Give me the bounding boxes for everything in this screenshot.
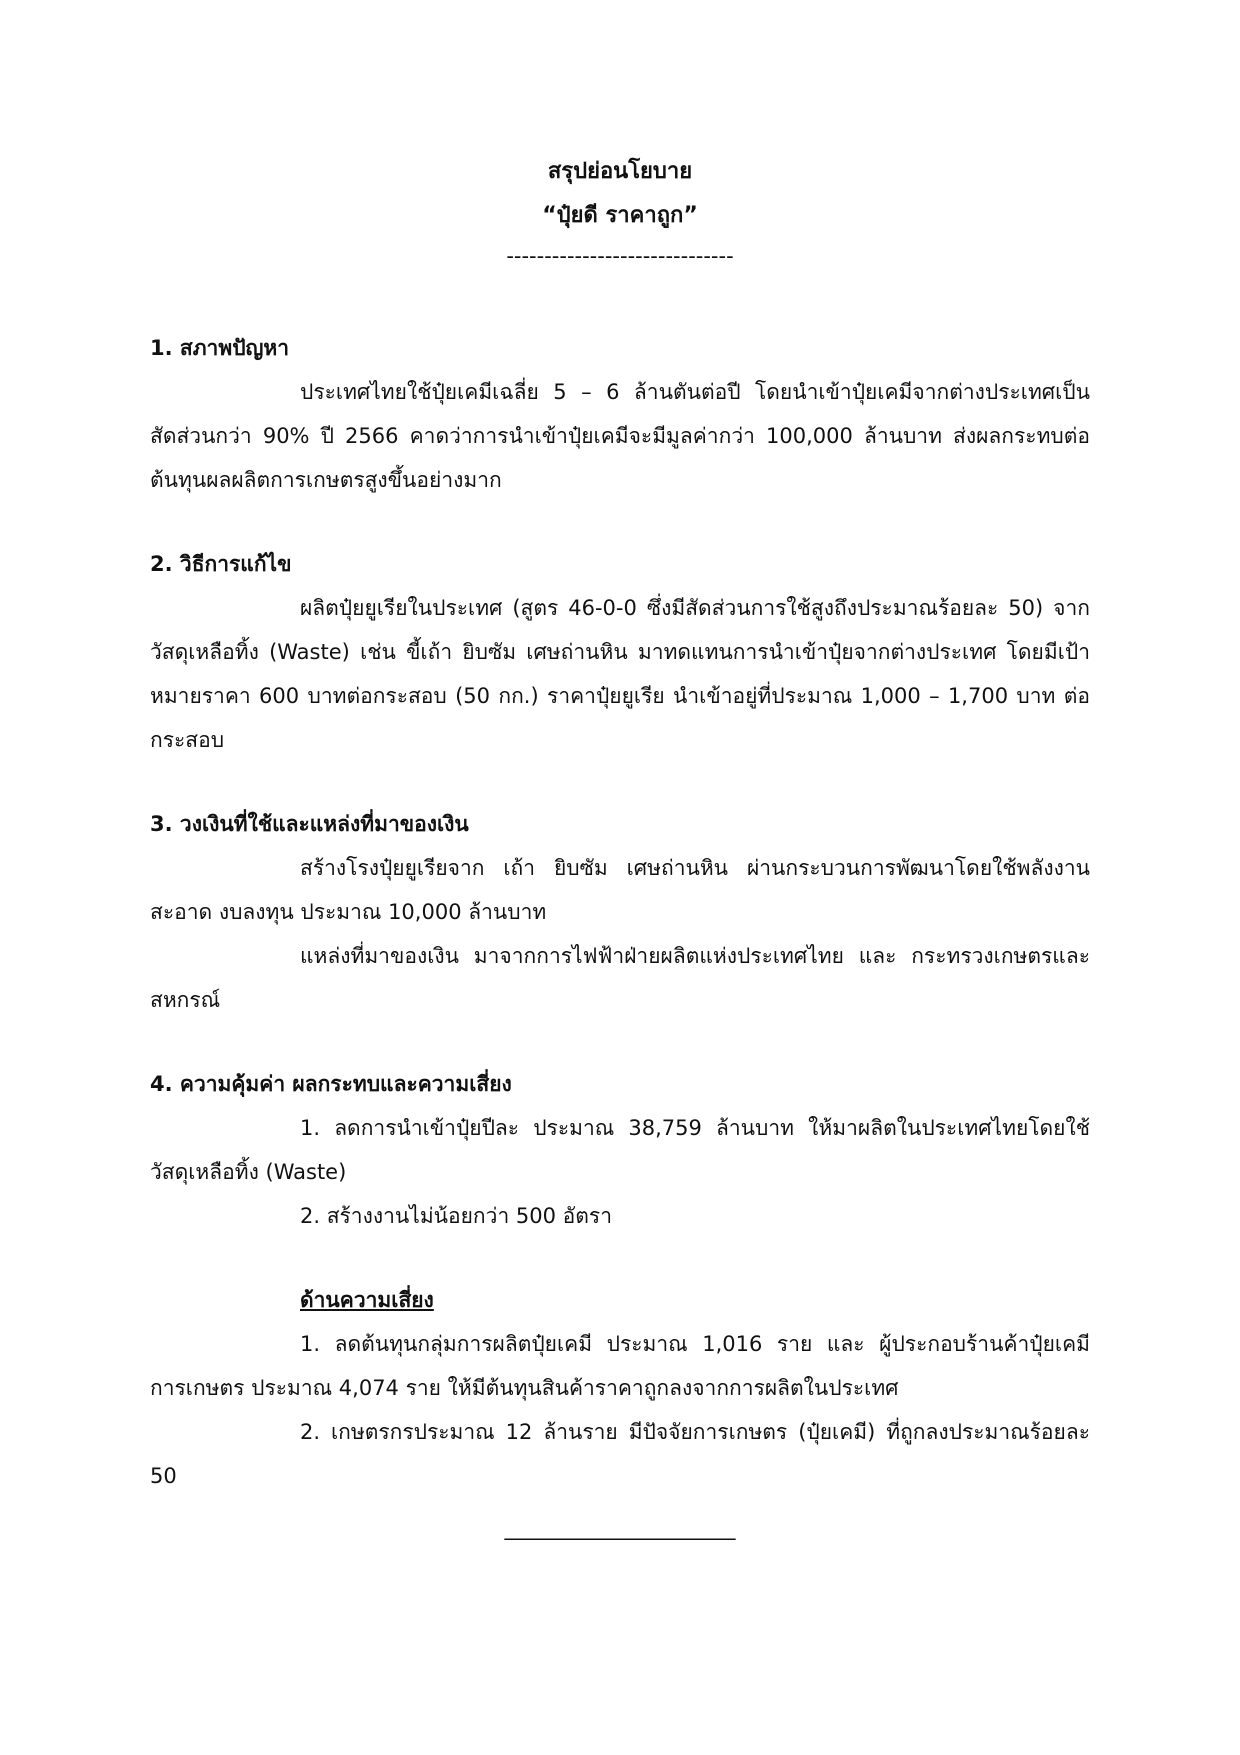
document-page	[150, 150, 1090, 1498]
section-1-heading: 1. สภาพปัญหา	[150, 336, 290, 360]
section-3-paragraph-1: สร้างโรงปุ๋ยยูเรียจาก เถ้า ยิบซัม เศษถ่านหิน ผ่านกระบวนการพัฒนาโดยใช้พลังงานสะอาด งบลงทุน ประมาณ 10,000 ล้านบาท	[150, 856, 1090, 924]
section-4-heading: 4. ความคุ้มค่า ผลกระทบและความเสี่ยง	[150, 1072, 512, 1096]
section-3-paragraph-2: แหล่งที่มาของเงิน มาจากการไฟฟ้าฝ่ายผลิตแห่งประเทศไทย และ กระทรวงเกษตรและสหกรณ์	[150, 944, 1090, 1012]
section-2-heading: 2. วิธีการแก้ไข	[150, 552, 292, 576]
header-rule: ------------------------------	[506, 244, 734, 268]
footer-rule: ______________________	[504, 1516, 736, 1540]
section-4-item-2: 2. สร้างงานไม่น้อยกว่า 500 อัตรา	[300, 1204, 612, 1228]
section-1-paragraph: ประเทศไทยใช้ปุ๋ยเคมีเฉลี่ย 5 – 6 ล้านตันต่อปี โดยนำเข้าปุ๋ยเคมีจากต่างประเทศเป็นสัดส่วนกว่า 90% ปี 2566 คาดว่าการนำเข้าปุ๋ยเคมีจะมีมูลค่ากว่า 100,000 ล้านบาท ส่งผลกระทบต่อต้นทุนผลผลิตการเกษตรสูงขึ้นอย่างมาก	[150, 380, 1090, 492]
section-3-heading: 3. วงเงินที่ใช้และแหล่งที่มาของเงิน	[150, 812, 469, 836]
risk-heading: ด้านความเสี่ยง	[300, 1288, 434, 1312]
page-title: สรุปย่อนโยบาย	[547, 159, 693, 184]
section-4-item-1: 1. ลดการนำเข้าปุ๋ยปีละ ประมาณ 38,759 ล้านบาท ให้มาผลิตในประเทศไทยโดยใช้ วัสดุเหลือทิ้ง (Waste)	[150, 1116, 1090, 1184]
risk-item-1: 1. ลดต้นทุนกลุ่มการผลิตปุ๋ยเคมี ประมาณ 1,016 ราย และ ผู้ประกอบร้านค้าปุ๋ยเคมีการเกษตร ประมาณ 4,074 ราย ให้มีต้นทุนสินค้าราคาถูกลงจากการผลิตในประเทศ	[150, 1332, 1090, 1400]
risk-item-2: 2. เกษตรกรประมาณ 12 ล้านราย มีปัจจัยการเกษตร (ปุ๋ยเคมี) ที่ถูกลงประมาณร้อยละ 50	[150, 1420, 1090, 1488]
page-subtitle: “ปุ๋ยดี ราคาถูก”	[542, 203, 698, 228]
section-2-paragraph: ผลิตปุ๋ยยูเรียในประเทศ (สูตร 46-0-0 ซึ่งมีสัดส่วนการใช้สูงถึงประมาณร้อยละ 50) จากวัสดุเหลือทิ้ง (Waste) เช่น ขี้เถ้า ยิบซัม เศษถ่านหิน มาทดแทนการนำเข้าปุ๋ยจากต่างประเทศ โดยมีเป้าหมายราคา 600 บาทต่อกระสอบ (50 กก.) ราคาปุ๋ยยูเรีย นำเข้าอยู่ที่ประมาณ 1,000 – 1,700 บาท ต่อกระสอบ	[150, 596, 1090, 752]
